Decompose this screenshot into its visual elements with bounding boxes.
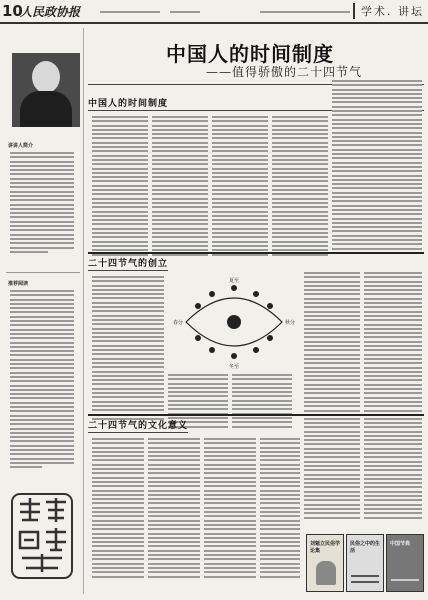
text-column bbox=[212, 116, 268, 258]
text-column bbox=[304, 422, 360, 521]
article-headline: 中国人的时间制度 bbox=[166, 42, 334, 66]
sidebar-heading-bio: 讲讲人简介 bbox=[8, 143, 34, 149]
section-rule-top-2 bbox=[88, 252, 424, 254]
section-label: 学术. 讲坛 bbox=[353, 3, 424, 19]
sidebar-divider bbox=[6, 272, 80, 273]
author-photo bbox=[12, 53, 80, 127]
section-rule-top-3 bbox=[88, 414, 424, 416]
text-column bbox=[272, 116, 328, 258]
sidebar-bio-text bbox=[10, 152, 74, 255]
book-title: 刘魁立民俗学论集 bbox=[310, 541, 341, 554]
section-rule-3 bbox=[88, 432, 188, 433]
sidebar-heading-reading: 推荐阅读 bbox=[8, 281, 29, 287]
masthead-info-line bbox=[100, 11, 160, 13]
text-column bbox=[260, 438, 300, 580]
text-column bbox=[232, 374, 292, 430]
book-cover bbox=[346, 534, 384, 592]
book-title: 民俗之中的生活 bbox=[350, 541, 381, 554]
text-column bbox=[364, 422, 422, 521]
text-column bbox=[152, 116, 208, 258]
text-column bbox=[204, 438, 256, 580]
article-subhead: ——值得骄傲的二十四节气 bbox=[206, 65, 363, 79]
section-title-1: 中国人的时间制度 bbox=[88, 99, 169, 109]
masthead bbox=[0, 0, 428, 24]
diagram-label-summer: 夏至 bbox=[228, 278, 240, 284]
diagram-label-winter: 冬至 bbox=[228, 364, 240, 370]
column-separator bbox=[83, 28, 84, 594]
book-title: 中国节典 bbox=[390, 541, 411, 547]
book-cover bbox=[306, 534, 344, 592]
section-title-3: 二十四节气的文化意义 bbox=[88, 421, 189, 431]
text-column bbox=[92, 276, 164, 422]
seal-stamp bbox=[10, 492, 74, 580]
masthead-date-line bbox=[260, 11, 350, 13]
text-column bbox=[304, 272, 360, 422]
paper-name: 人民政协报 bbox=[20, 5, 81, 19]
section-title-2: 二十四节气的创立 bbox=[88, 259, 169, 269]
text-column bbox=[92, 438, 144, 580]
text-column bbox=[148, 438, 200, 580]
diagram-label-autumn: 秋分 bbox=[284, 320, 296, 326]
text-column bbox=[332, 80, 422, 256]
book-covers bbox=[302, 528, 426, 592]
text-column bbox=[364, 272, 422, 422]
solar-terms-diagram bbox=[168, 272, 300, 372]
author-portrait-icon bbox=[316, 561, 336, 585]
section-rule-2 bbox=[88, 270, 168, 271]
masthead-info-line bbox=[170, 11, 200, 13]
page-number: 10 bbox=[2, 2, 23, 20]
book-cover bbox=[386, 534, 424, 592]
text-column bbox=[92, 116, 148, 258]
diagram-label-spring: 春分 bbox=[172, 320, 184, 326]
sidebar-reading-text bbox=[10, 290, 74, 470]
